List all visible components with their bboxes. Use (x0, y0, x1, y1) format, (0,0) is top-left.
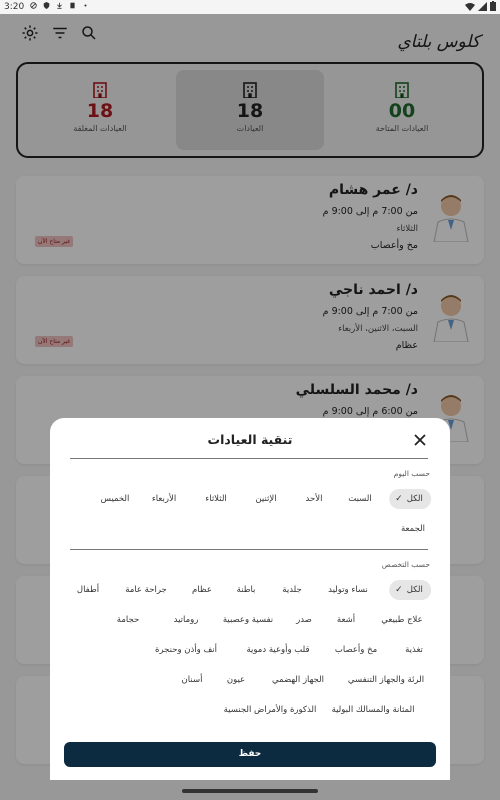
specialty-chip[interactable]: الجهاز الهضمي (272, 675, 324, 685)
specialty-chip[interactable]: أشعة (336, 615, 356, 625)
day-chip-wednesday[interactable]: الأربعاء (151, 494, 177, 504)
doctor-specialty: مخ وأعصاب (370, 240, 418, 251)
specialty-chip[interactable]: عظام (192, 585, 212, 595)
by-specialty-label: حسب التخصص (381, 560, 430, 569)
specialty-chip[interactable]: حجامة (116, 615, 140, 625)
divider (70, 549, 428, 550)
specialty-chip[interactable]: روماتيد (173, 615, 199, 625)
specialty-chip-all[interactable] (389, 580, 431, 600)
specialty-chip[interactable]: جراحة عامة (125, 585, 167, 595)
shield-icon (43, 1, 50, 10)
specialty-chip[interactable]: المثانة والمسالك البولية (331, 705, 415, 715)
battery-icon (490, 1, 496, 11)
doctor-hours: من 6:00 م إلى 9:00 م (322, 406, 418, 417)
specialty-chip[interactable]: تغذية (405, 645, 423, 655)
specialty-chip[interactable]: باطنة (236, 585, 256, 595)
doctor-name: د/ احمد ناجي (328, 282, 418, 298)
specialty-chip[interactable]: عيون (226, 675, 246, 685)
check-icon: ✓ (395, 494, 403, 504)
app-brand: كلوس بلتاي (397, 32, 480, 52)
closed-clinics-label: العيادات المغلقة (73, 124, 127, 133)
wifi-icon (465, 2, 475, 11)
day-chip-tuesday[interactable]: الثلاثاء (205, 494, 227, 504)
doctor-days: الثلاثاء (396, 224, 418, 234)
day-chip-all[interactable] (389, 489, 431, 509)
specialty-chip[interactable]: الذكورة والأمراض الجنسية (223, 705, 317, 715)
day-chip-friday[interactable]: الجمعة (400, 524, 426, 534)
doctor-days: السبت، الاثنين، الأربعاء (338, 324, 418, 334)
day-chip-thursday[interactable]: الخميس (100, 494, 130, 504)
specialty-chip[interactable]: أنف وأذن وحنجرة (155, 645, 217, 655)
sheet-title: تنقية العيادات (207, 432, 293, 447)
dot-icon (82, 1, 89, 10)
specialty-chip[interactable]: نساء وتوليد (328, 585, 368, 595)
signal-icon (478, 2, 487, 11)
download-icon (56, 1, 63, 10)
doctor-hours: من 7:00 م إلى 9:00 م (322, 206, 418, 217)
specialty-chip[interactable]: قلب وأوعية دموية (246, 645, 310, 655)
status-badge: غير متاح الآن (35, 236, 73, 247)
specialty-chip[interactable]: نفسية وعصبية (222, 615, 274, 625)
filter-sheet (50, 418, 450, 780)
by-day-label: حسب اليوم (393, 469, 430, 478)
day-chip-sunday[interactable]: الأحد (305, 494, 323, 504)
open-clinics-label: العيادات المتاحة (375, 124, 429, 133)
divider (70, 458, 428, 459)
specialty-chip[interactable]: مخ وأعصاب (334, 645, 378, 655)
chip-label: الكل (406, 494, 423, 504)
day-chip-saturday[interactable]: السبت (348, 494, 372, 504)
specialty-chip[interactable]: الرئة والجهاز التنفسي (347, 675, 425, 685)
chip-label: الكل (406, 585, 423, 595)
save-button[interactable]: حفظ (64, 742, 436, 767)
open-clinics-count: 00 (388, 100, 416, 122)
status-bar (0, 0, 500, 14)
closed-clinics-count: 18 (86, 100, 114, 122)
status-badge: غير متاح الآن (35, 336, 73, 347)
total-clinics-count: 18 (236, 100, 264, 122)
specialty-chip[interactable]: صدر (296, 615, 312, 625)
gesture-nav-bar[interactable] (182, 789, 318, 793)
close-icon[interactable] (414, 434, 426, 446)
status-time: 3:20 (4, 2, 25, 12)
doctor-specialty: عظام (395, 340, 418, 351)
specialty-chip[interactable]: أطفال (76, 585, 100, 595)
dnd-icon (30, 1, 37, 10)
specialty-chip[interactable]: جلدية (282, 585, 302, 595)
doctor-hours: من 7:00 م إلى 9:00 م (322, 306, 418, 317)
total-clinics-label: العيادات (236, 124, 264, 133)
doctor-name: د/ محمد السلسلي (295, 382, 418, 398)
day-chip-monday[interactable]: الإثنين (255, 494, 277, 504)
doctor-name: د/ عمر هشام (328, 182, 418, 198)
specialty-chip[interactable]: أسنان (181, 675, 203, 685)
check-icon: ✓ (395, 585, 403, 595)
sim-icon (69, 1, 76, 10)
specialty-chip[interactable]: علاج طبيعي (381, 615, 423, 625)
